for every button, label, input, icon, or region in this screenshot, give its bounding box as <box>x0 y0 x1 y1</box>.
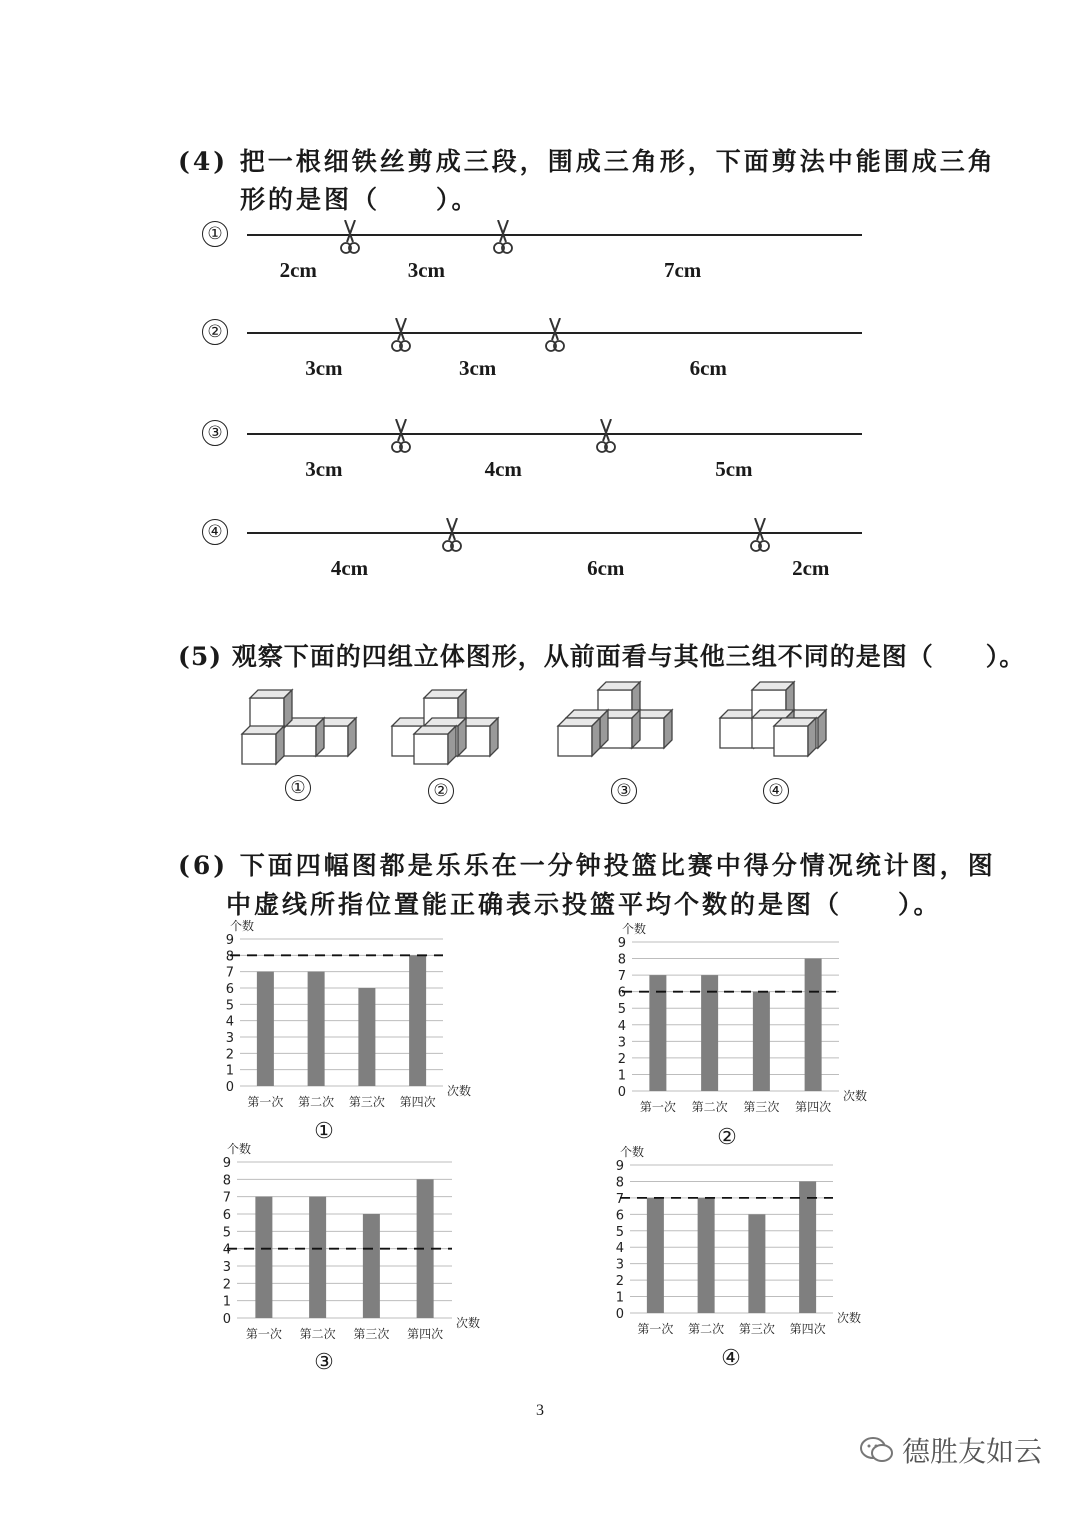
chart-label-1: ① <box>314 1118 334 1143</box>
segment-length-label: 3cm <box>407 258 446 282</box>
bar <box>647 1198 664 1313</box>
y-tick-label: 1 <box>225 1063 234 1079</box>
y-tick-label: 6 <box>222 1208 231 1223</box>
y-tick-label: 3 <box>615 1257 624 1273</box>
x-category-label: 第四次 <box>795 1100 832 1114</box>
y-tick-label: 3 <box>225 1031 234 1046</box>
bar <box>358 988 375 1086</box>
q6-line2: 中虚线所指位置能正确表示投篮平均个数的是图（ ）。 <box>226 890 942 919</box>
x-category-label: 第四次 <box>399 1095 436 1109</box>
watermark-text: 德胜友如云 <box>902 1435 1043 1468</box>
q5-line1: (5) 观察下面的四组立体图形，从前面看与其他三组不同的是图（ ）。 <box>178 642 1026 671</box>
y-tick-label: 8 <box>615 1175 624 1191</box>
y-tick-label: 9 <box>225 933 234 948</box>
y-tick-label: 7 <box>222 1190 231 1206</box>
y-tick-label: 8 <box>617 952 626 968</box>
bar <box>799 1181 816 1313</box>
y-tick-label: 2 <box>615 1274 624 1290</box>
x-category-label: 第一次 <box>245 1327 282 1341</box>
chart-label-2: ② <box>717 1124 737 1149</box>
segment-length-label: 6cm <box>587 556 625 580</box>
segment-length-label: 4cm <box>330 556 369 580</box>
bar <box>698 1198 715 1313</box>
y-axis-title: 个数 <box>620 1145 645 1159</box>
y-tick-label: 6 <box>617 985 626 1001</box>
x-category-label: 第三次 <box>353 1327 390 1341</box>
y-tick-label: 7 <box>617 969 626 985</box>
y-axis-title: 个数 <box>622 922 647 936</box>
y-tick-label: 4 <box>225 1014 234 1030</box>
segment-length-label: 4cm <box>484 457 522 481</box>
y-tick-label: 6 <box>615 1208 624 1224</box>
x-category-label: 第二次 <box>688 1322 725 1336</box>
x-category-label: 第四次 <box>407 1327 444 1341</box>
bar <box>753 992 770 1091</box>
segment-length-label: 7cm <box>663 258 702 282</box>
y-tick-label: 2 <box>222 1277 231 1293</box>
segment-length-label: 3cm <box>305 356 343 380</box>
q5-label-1: ① <box>285 775 311 801</box>
bar <box>409 955 426 1086</box>
bar <box>257 972 274 1086</box>
y-axis-title: 个数 <box>230 919 255 933</box>
segment-length-label: 6cm <box>689 356 727 380</box>
x-axis-title: 次数 <box>837 1311 862 1325</box>
y-tick-label: 0 <box>615 1307 624 1322</box>
watermark <box>860 1430 1042 1470</box>
segment-length-label: 5cm <box>715 457 753 481</box>
x-category-label: 第四次 <box>789 1322 826 1336</box>
q6-line1: (6) 下面四幅图都是乐乐在一分钟投篮比赛中得分情况统计图，图 <box>178 851 996 880</box>
q5-label-4: ④ <box>763 778 789 804</box>
page-number: 3 <box>536 1402 544 1419</box>
x-category-label: 第二次 <box>691 1100 728 1114</box>
y-tick-label: 4 <box>222 1242 231 1258</box>
y-tick-label: 9 <box>617 936 626 951</box>
y-tick-label: 3 <box>222 1260 231 1275</box>
x-category-label: 第二次 <box>299 1327 336 1341</box>
q4-line2: 形的是图（ ）。 <box>240 185 480 214</box>
x-category-label: 第三次 <box>743 1100 780 1114</box>
bar <box>308 972 325 1086</box>
chart-label-3: ③ <box>314 1349 334 1374</box>
y-axis-title: 个数 <box>227 1142 252 1156</box>
y-tick-label: 5 <box>615 1224 624 1240</box>
x-axis-title: 次数 <box>456 1316 481 1330</box>
q4-option-marker-1: ① <box>202 221 228 247</box>
q5-label-2: ② <box>428 778 454 804</box>
bar <box>309 1197 326 1318</box>
y-tick-label: 7 <box>225 965 234 981</box>
x-axis-title: 次数 <box>843 1089 868 1103</box>
bar <box>255 1197 272 1318</box>
y-tick-label: 1 <box>617 1068 626 1084</box>
q4-option-marker-2: ② <box>202 319 228 345</box>
chart-label-4: ④ <box>721 1345 741 1370</box>
q4-option-marker-3: ③ <box>202 420 228 446</box>
y-tick-label: 7 <box>615 1191 624 1207</box>
bar <box>805 959 822 1091</box>
y-tick-label: 5 <box>222 1225 231 1241</box>
q4-option-marker-4: ④ <box>202 519 228 545</box>
bar <box>363 1214 380 1318</box>
bar <box>748 1214 765 1313</box>
segment-length-label: 3cm <box>305 457 343 481</box>
x-category-label: 第一次 <box>247 1095 284 1109</box>
x-category-label: 第三次 <box>348 1095 385 1109</box>
y-tick-label: 0 <box>222 1312 231 1327</box>
x-axis-title: 次数 <box>447 1084 472 1098</box>
y-tick-label: 4 <box>617 1018 626 1034</box>
q5-label-3: ③ <box>611 778 637 804</box>
y-tick-label: 2 <box>225 1047 234 1063</box>
segment-length-label: 2cm <box>279 258 317 282</box>
y-tick-label: 8 <box>225 949 234 965</box>
x-category-label: 第二次 <box>298 1095 335 1109</box>
y-tick-label: 2 <box>617 1051 626 1067</box>
y-tick-label: 1 <box>615 1290 624 1306</box>
y-tick-label: 5 <box>225 998 234 1014</box>
x-category-label: 第三次 <box>738 1322 775 1336</box>
y-tick-label: 0 <box>617 1085 626 1100</box>
y-tick-label: 5 <box>617 1002 626 1018</box>
segment-length-label: 3cm <box>458 356 497 380</box>
y-tick-label: 4 <box>615 1241 624 1257</box>
y-tick-label: 1 <box>222 1294 231 1310</box>
y-tick-label: 9 <box>222 1156 231 1171</box>
x-category-label: 第一次 <box>637 1322 674 1336</box>
y-tick-label: 9 <box>615 1159 624 1174</box>
y-tick-label: 6 <box>225 982 234 997</box>
y-tick-label: 0 <box>225 1080 234 1095</box>
y-tick-label: 3 <box>617 1035 626 1051</box>
q4-line1: (4) 把一根细铁丝剪成三段，围成三角形，下面剪法中能围成三角 <box>178 147 996 176</box>
segment-length-label: 2cm <box>792 556 830 580</box>
wechat-icon <box>860 1436 894 1464</box>
x-category-label: 第一次 <box>639 1100 676 1114</box>
y-tick-label: 8 <box>222 1173 231 1189</box>
